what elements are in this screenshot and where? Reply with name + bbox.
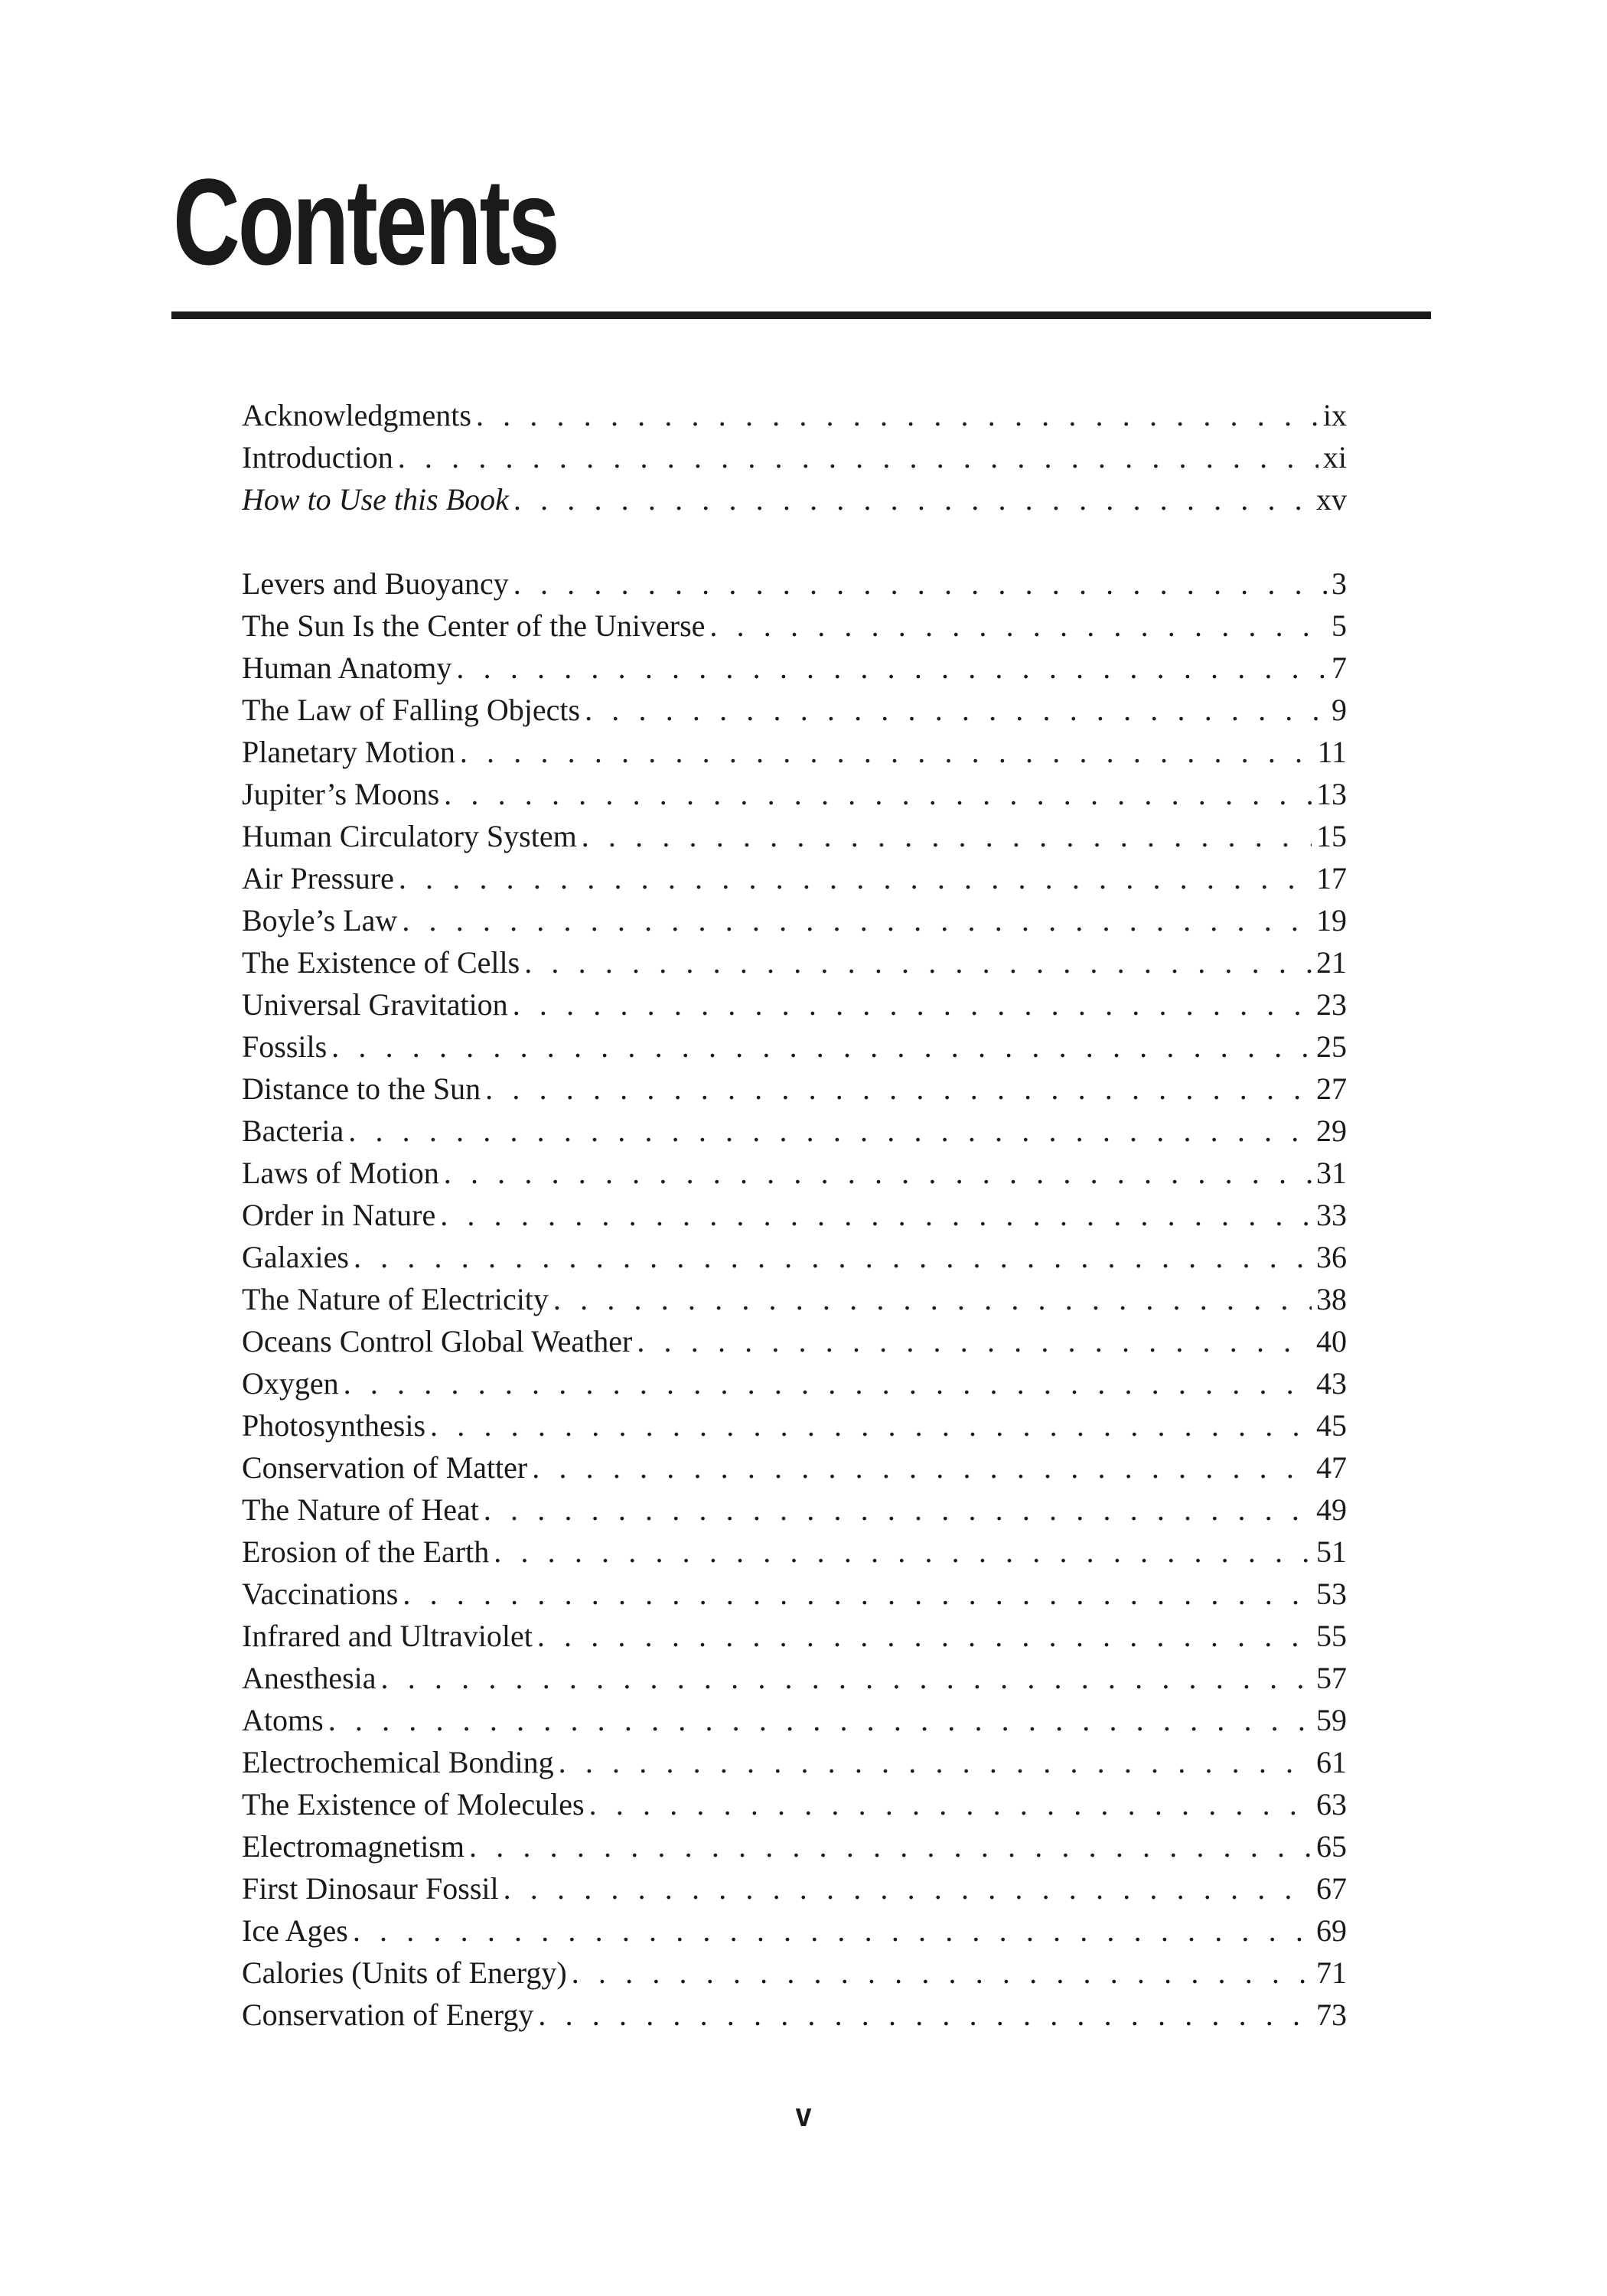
toc-entry-title: Boyle’s Law — [242, 903, 398, 938]
toc-row — [242, 1699, 1347, 1741]
toc-entry-title: Introduction — [242, 440, 393, 475]
toc-entry-page: 21 — [1316, 945, 1347, 980]
toc-entry-page: 11 — [1317, 735, 1347, 769]
toc-entry-title: The Law of Falling Objects — [242, 693, 581, 727]
dot-leader — [709, 605, 1327, 647]
chapter-list — [242, 563, 1347, 2036]
toc-entry-page: 71 — [1316, 1955, 1347, 1990]
dot-leader — [444, 773, 1312, 815]
toc-row — [242, 815, 1347, 857]
toc-entry-title: Laws of Motion — [242, 1156, 439, 1190]
toc-entry-title: Bacteria — [242, 1114, 344, 1148]
toc-entry-title: Vaccinations — [242, 1577, 399, 1611]
toc-entry-title: The Nature of Electricity — [242, 1282, 549, 1316]
dot-leader — [494, 1531, 1312, 1573]
toc-row — [242, 1573, 1347, 1615]
dot-leader — [513, 563, 1327, 605]
toc-entry-page: 38 — [1316, 1282, 1347, 1316]
toc-entry-page: 55 — [1316, 1619, 1347, 1653]
dot-leader — [585, 689, 1327, 731]
toc-entry-title: The Existence of Cells — [242, 945, 520, 980]
toc-entry-page: 65 — [1316, 1829, 1347, 1864]
toc-row — [242, 1783, 1347, 1825]
toc-entry-page: 23 — [1316, 987, 1347, 1022]
toc-row — [242, 1068, 1347, 1110]
toc-entry-page: 61 — [1316, 1745, 1347, 1779]
toc-entry-title: Distance to the Sun — [242, 1071, 481, 1106]
dot-leader — [589, 1783, 1312, 1825]
toc-row — [242, 1910, 1347, 1952]
toc-row — [242, 1867, 1347, 1910]
front-matter-row — [242, 394, 1347, 436]
toc-entry-title: The Existence of Molecules — [242, 1787, 585, 1821]
dot-leader — [538, 1994, 1312, 2036]
toc-entry-page: 51 — [1316, 1534, 1347, 1569]
dot-leader — [524, 941, 1312, 983]
toc-entry-page: 3 — [1332, 566, 1347, 601]
dot-leader — [331, 1026, 1312, 1068]
toc-entry-title: How to Use this Book — [242, 482, 509, 517]
toc-row — [242, 1194, 1347, 1236]
toc-entry-title: Photosynthesis — [242, 1408, 426, 1443]
dot-leader — [348, 1110, 1312, 1152]
toc-entry-title: Conservation of Matter — [242, 1450, 528, 1485]
dot-leader — [398, 436, 1319, 478]
toc-entry-page: 9 — [1332, 693, 1347, 727]
toc-row — [242, 1152, 1347, 1194]
toc-row — [242, 1404, 1347, 1446]
toc-entry-title: Infrared and Ultraviolet — [242, 1619, 533, 1653]
toc-row — [242, 1489, 1347, 1531]
dot-leader — [637, 1320, 1312, 1362]
page-title: Contents — [173, 153, 558, 290]
toc-entry-page: 69 — [1316, 1913, 1347, 1948]
toc-row — [242, 1994, 1347, 2036]
toc-row — [242, 773, 1347, 815]
toc-row — [242, 1531, 1347, 1573]
toc-entry-title: Acknowledgments — [242, 398, 471, 432]
toc-entry-title: Calories (Units of Energy) — [242, 1955, 567, 1990]
toc-entry-title: Fossils — [242, 1029, 328, 1064]
toc-entry-title: First Dinosaur Fossil — [242, 1871, 499, 1906]
dot-leader — [444, 1152, 1312, 1194]
toc-entry-page: xi — [1322, 440, 1347, 475]
title-rule — [171, 311, 1431, 319]
front-matter-list — [242, 394, 1347, 520]
toc-entry-page: 36 — [1316, 1240, 1347, 1274]
toc-entry-page: 40 — [1316, 1324, 1347, 1358]
toc-entry-title: Galaxies — [242, 1240, 349, 1274]
dot-leader — [469, 1825, 1312, 1867]
toc-row — [242, 1657, 1347, 1699]
dot-leader — [572, 1952, 1312, 1994]
toc-entry-title: Electrochemical Bonding — [242, 1745, 554, 1779]
toc-entry-title: Electromagnetism — [242, 1829, 465, 1864]
toc-entry-title: Universal Gravitation — [242, 987, 508, 1022]
toc-row — [242, 1026, 1347, 1068]
toc-entry-title: Erosion of the Earth — [242, 1534, 490, 1569]
dot-leader — [513, 983, 1312, 1026]
dot-leader — [403, 1573, 1312, 1615]
toc-entry-page: 73 — [1316, 1998, 1347, 2032]
dot-leader — [582, 815, 1312, 857]
toc-entry-page: 67 — [1316, 1871, 1347, 1906]
toc-entry-page: 53 — [1316, 1577, 1347, 1611]
dot-leader — [353, 1910, 1312, 1952]
toc-row — [242, 1446, 1347, 1489]
toc-entry-page: 19 — [1316, 903, 1347, 938]
toc-entry-page: 57 — [1316, 1661, 1347, 1695]
toc-entry-title: Ice Ages — [242, 1913, 348, 1948]
toc-entry-page: 5 — [1332, 608, 1347, 643]
dot-leader — [476, 394, 1319, 436]
toc-entry-page: 45 — [1316, 1408, 1347, 1443]
dot-leader — [537, 1615, 1312, 1657]
front-matter-row — [242, 436, 1347, 478]
toc-entry-title: Order in Nature — [242, 1198, 436, 1232]
table-of-contents — [242, 394, 1347, 2036]
toc-entry-title: Oceans Control Global Weather — [242, 1324, 633, 1358]
toc-entry-page: 63 — [1316, 1787, 1347, 1821]
toc-entry-title: Anesthesia — [242, 1661, 376, 1695]
toc-entry-title: Levers and Buoyancy — [242, 566, 509, 601]
toc-entry-title: Atoms — [242, 1703, 324, 1737]
dot-leader — [553, 1278, 1312, 1320]
dot-leader — [484, 1489, 1312, 1531]
dot-leader — [430, 1404, 1312, 1446]
toc-row — [242, 941, 1347, 983]
dot-leader — [559, 1741, 1312, 1783]
toc-entry-page: 29 — [1316, 1114, 1347, 1148]
toc-entry-page: xv — [1316, 482, 1347, 517]
dot-leader — [513, 478, 1312, 520]
dot-leader — [402, 899, 1312, 941]
toc-entry-page: 47 — [1316, 1450, 1347, 1485]
toc-entry-page: 49 — [1316, 1492, 1347, 1527]
toc-row — [242, 1952, 1347, 1994]
toc-row — [242, 1320, 1347, 1362]
toc-row — [242, 983, 1347, 1026]
toc-entry-title: Conservation of Energy — [242, 1998, 534, 2032]
toc-row — [242, 647, 1347, 689]
toc-row — [242, 899, 1347, 941]
toc-entry-page: 17 — [1316, 861, 1347, 895]
toc-entry-title: Human Anatomy — [242, 651, 452, 685]
toc-entry-page: 31 — [1316, 1156, 1347, 1190]
dot-leader — [440, 1194, 1312, 1236]
toc-entry-page: 43 — [1316, 1366, 1347, 1401]
toc-entry-title: The Nature of Heat — [242, 1492, 479, 1527]
page-number: v — [795, 2096, 812, 2134]
dot-leader — [344, 1362, 1312, 1404]
dot-leader — [354, 1236, 1312, 1278]
toc-entry-page: 25 — [1316, 1029, 1347, 1064]
toc-row — [242, 689, 1347, 731]
dot-leader — [328, 1699, 1312, 1741]
toc-entry-page: 13 — [1316, 777, 1347, 811]
toc-entry-title: Human Circulatory System — [242, 819, 577, 853]
toc-row — [242, 1825, 1347, 1867]
toc-entry-title: Planetary Motion — [242, 735, 455, 769]
front-matter-row — [242, 478, 1347, 520]
toc-row — [242, 731, 1347, 773]
toc-row — [242, 1278, 1347, 1320]
toc-entry-page: 15 — [1316, 819, 1347, 853]
toc-entry-title: Oxygen — [242, 1366, 339, 1401]
dot-leader — [399, 857, 1312, 899]
toc-entry-title: The Sun Is the Center of the Universe — [242, 608, 706, 643]
toc-row — [242, 1110, 1347, 1152]
toc-row — [242, 1236, 1347, 1278]
dot-leader — [381, 1657, 1312, 1699]
toc-row — [242, 1615, 1347, 1657]
toc-entry-page: ix — [1322, 398, 1347, 432]
toc-row — [242, 857, 1347, 899]
toc-entry-page: 7 — [1332, 651, 1347, 685]
dot-leader — [485, 1068, 1312, 1110]
toc-row — [242, 1741, 1347, 1783]
toc-row — [242, 563, 1347, 605]
toc-entry-title: Jupiter’s Moons — [242, 777, 440, 811]
toc-entry-title: Air Pressure — [242, 861, 394, 895]
toc-entry-page: 33 — [1316, 1198, 1347, 1232]
toc-entry-page: 59 — [1316, 1703, 1347, 1737]
dot-leader — [460, 731, 1313, 773]
toc-row — [242, 1362, 1347, 1404]
toc-row — [242, 605, 1347, 647]
dot-leader — [532, 1446, 1312, 1489]
toc-entry-page: 27 — [1316, 1071, 1347, 1106]
dot-leader — [504, 1867, 1312, 1910]
dot-leader — [456, 647, 1327, 689]
